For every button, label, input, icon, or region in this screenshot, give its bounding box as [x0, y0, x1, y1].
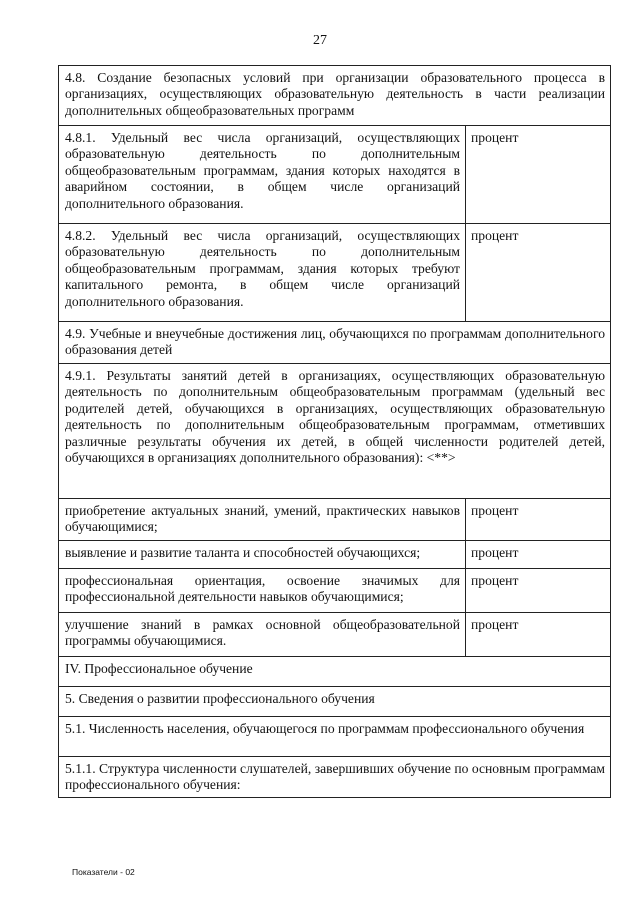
table-row: [59, 717, 611, 757]
unit-cell: процент: [466, 126, 611, 224]
unit-cell: процент: [466, 499, 611, 541]
table-row: [59, 613, 611, 657]
table-row: [59, 364, 611, 499]
page-number: 27: [313, 33, 327, 48]
unit-cell: процент: [466, 613, 611, 657]
section-heading-cell: 4.8. Создание безопасных условий при организации образовательного процесса в организациях, осуществляющих образовательную деятельность в части реализации дополнительных общеобразовательных программ: [59, 66, 611, 126]
table-row: [59, 569, 611, 613]
table-row: [59, 687, 611, 717]
section-heading-cell: 5.1.1. Структура численности слушателей, завершивших обучение по основным программам профессионального обучения:: [59, 757, 611, 798]
unit-cell: процент: [466, 541, 611, 569]
table-row: [59, 541, 611, 569]
section-heading-cell: 5. Сведения о развитии профессионального обучения: [59, 687, 611, 717]
unit-cell: процент: [466, 224, 611, 322]
indicators-table: [58, 65, 611, 798]
table-row: [59, 224, 611, 322]
indicator-cell: улучшение знаний в рамках основной общеобразовательной программы обучающимися.: [59, 613, 466, 657]
section-heading-cell: 5.1. Численность населения, обучающегося по программам профессионального обучения: [59, 717, 611, 757]
table-row: [59, 322, 611, 364]
table-row: [59, 499, 611, 541]
section-heading-cell: 4.9. Учебные и внеучебные достижения лиц, обучающихся по программам дополнительного образования детей: [59, 322, 611, 364]
table-row: [59, 757, 611, 798]
footer-label: Показатели - 02: [72, 867, 135, 877]
table-row: [59, 66, 611, 126]
section-heading-cell: IV. Профессиональное обучение: [59, 657, 611, 687]
table-row: [59, 126, 611, 224]
indicator-cell: выявление и развитие таланта и способностей обучающихся;: [59, 541, 466, 569]
indicator-cell: 4.8.2. Удельный вес числа организаций, осуществляющих образовательную деятельность по дополнительным общеобразовательным программам, здания которых требуют капитального ремонта, в общем числе организаций дополнительного образования.: [59, 224, 466, 322]
unit-cell: процент: [466, 569, 611, 613]
table-row: [59, 657, 611, 687]
indicator-cell: 4.8.1. Удельный вес числа организаций, осуществляющих образовательную деятельность по дополнительным общеобразовательным программам, здания которых находятся в аварийном состоянии, в общем числе организаций дополнительного образования.: [59, 126, 466, 224]
indicator-cell: приобретение актуальных знаний, умений, практических навыков обучающимися;: [59, 499, 466, 541]
indicator-cell: профессиональная ориентация, освоение значимых для профессиональной деятельности навыков обучающимися;: [59, 569, 466, 613]
indicator-cell: 4.9.1. Результаты занятий детей в организациях, осуществляющих образовательную деятельность по дополнительным общеобразовательным программам (удельный вес родителей детей, обучающихся в организациях, осуществляющих образовательную деятельность по дополнительным общеобразовательным программам, отметивших различные результаты обучения их детей, в общей численности родителей детей, обучающихся в организациях дополнительного образования): <**>: [59, 364, 611, 499]
